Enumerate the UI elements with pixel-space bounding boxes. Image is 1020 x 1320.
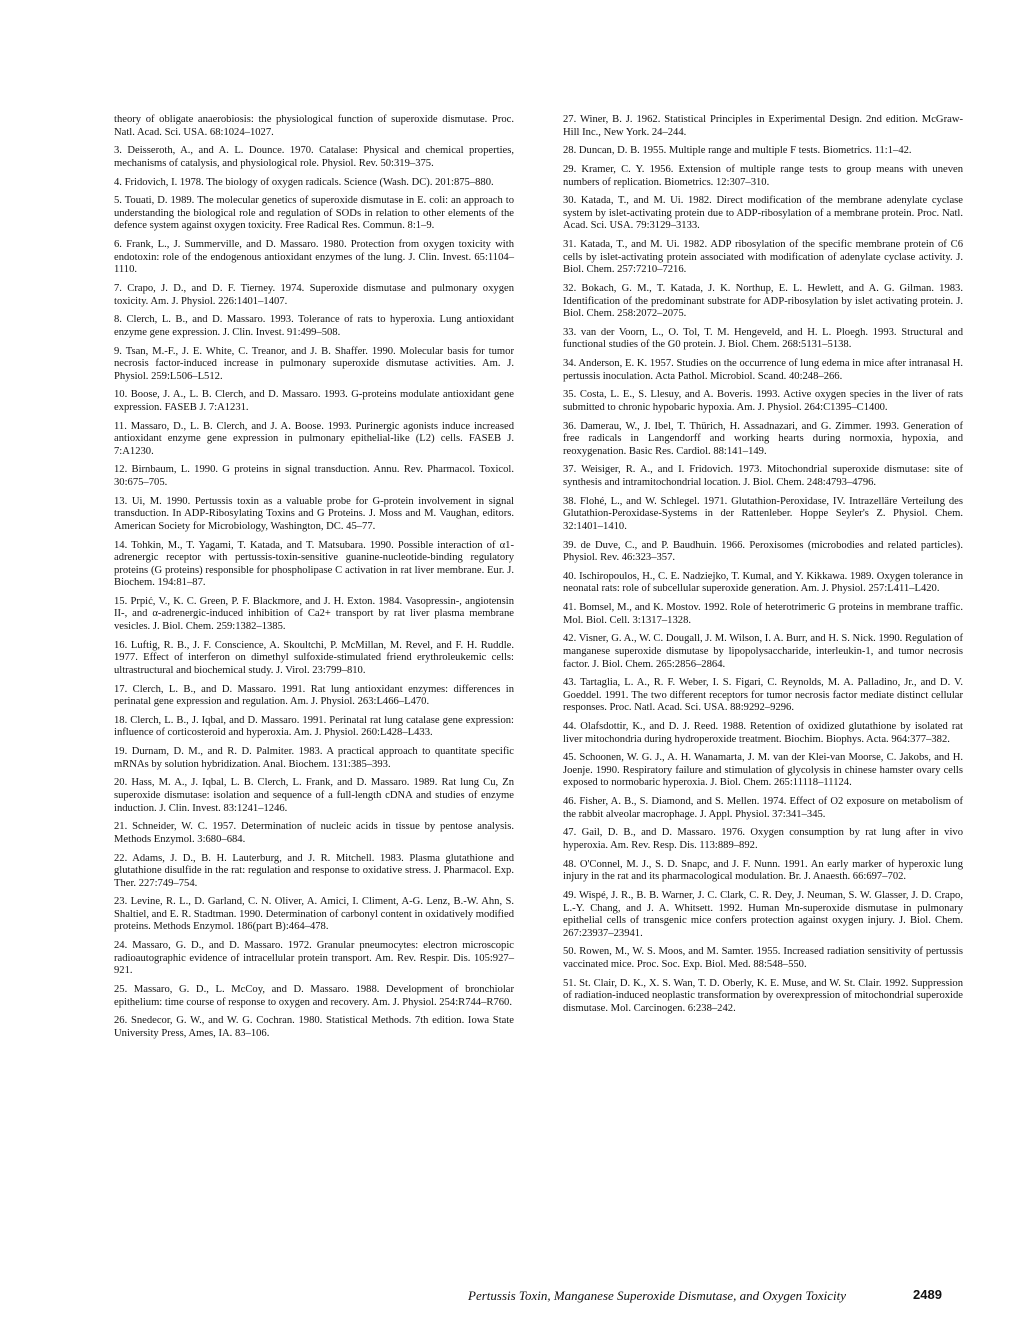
reference-entry: 34. Anderson, E. K. 1957. Studies on the occurrence of lung edema in mice after intranasal H. pertussis inoculation. Acta Pathol. Microbiol. Scand. 40:248–266. [563, 358, 963, 382]
reference-entry: 29. Kramer, C. Y. 1956. Extension of multiple range tests to group means with uneven numbers of replication. Biometrics. 12:307–310. [563, 164, 963, 188]
reference-entry: 24. Massaro, G. D., and D. Massaro. 1972. Granular pneumocytes: electron microscopic radioautographic evidence of intracellular protein transport. Am. Rev. Respir. Dis. 105:927–921. [114, 940, 514, 977]
references-right-column [563, 114, 963, 1022]
reference-entry: 11. Massaro, D., L. B. Clerch, and J. A. Boose. 1993. Purinergic agonists induce increased antioxidant enzyme gene expression in pulmonary epithelial-like (L2) cells. FASEB J. 7:A1230. [114, 420, 514, 457]
reference-entry: 33. van der Voorn, L., O. Tol, T. M. Hengeveld, and H. L. Ploegh. 1993. Structural and functional studies of the G0 protein. J. Biol. Chem. 268:5131–5138. [563, 326, 963, 351]
reference-entry: 5. Touati, D. 1989. The molecular genetics of superoxide dismutase in E. coli: an approach to understanding the biological role and regulation of SODs in relation to other elements of the defence system against oxygen toxicity. Free Radical Res. Commun. 8:1–9. [114, 195, 514, 232]
reference-entry: 8. Clerch, L. B., and D. Massaro. 1993. Tolerance of rats to hyperoxia. Lung antioxidant enzyme gene expression. J. Clin. Invest. 91:499–508. [114, 314, 514, 338]
reference-entry: 31. Katada, T., and M. Ui. 1982. ADP ribosylation of the specific membrane protein of C6 cells by islet-activating protein associated with modification of adenylate cyclase activity. J. Biol. Chem. 257:7210–7216. [563, 239, 963, 276]
reference-entry: 28. Duncan, D. B. 1955. Multiple range and multiple F tests. Biometrics. 11:1–42. [563, 145, 912, 157]
reference-entry: 9. Tsan, M.-F., J. E. White, C. Treanor, and J. B. Shaffer. 1990. Molecular basis for tumor necrosis factor-induced increase in pulmonary superoxide dismutase activities. Am. J. Physiol. 259:L506–L512. [114, 345, 514, 382]
reference-entry: 26. Snedecor, G. W., and W. G. Cochran. 1980. Statistical Methods. 7th edition. Iowa State University Press, Ames, IA. 83–106. [114, 1015, 514, 1039]
page-number: 2489 [913, 1287, 942, 1302]
reference-entry: 46. Fisher, A. B., S. Diamond, and S. Mellen. 1974. Effect of O2 exposure on metabolism of the rabbit alveolar macrophage. J. Appl. Physiol. 37:341–345. [563, 796, 963, 820]
reference-entry: 20. Hass, M. A., J. Iqbal, L. B. Clerch, L. Frank, and D. Massaro. 1989. Rat lung Cu, Zn superoxide dismutase: isolation and sequence of a full-length cDNA and studies of enzyme induction. J. Clin. Invest. 83:1241–1246. [114, 777, 514, 814]
reference-entry: 41. Bomsel, M., and K. Mostov. 1992. Role of heterotrimeric G proteins in membrane traffic. Mol. Biol. Cell. 3:1317–1328. [563, 602, 963, 626]
reference-entry: 43. Tartaglia, L. A., R. F. Weber, I. S. Figari, C. Reynolds, M. A. Palladino, Jr., and D. V. Goeddel. 1991. The two different receptors for tumor necrosis factor mediate distinct cellular responses. Proc. Natl. Acad. Sci. USA. 88:9292–9296. [563, 677, 963, 714]
reference-entry: 36. Damerau, W., J. Ibel, T. Thürich, H. Assadnazari, and G. Zimmer. 1993. Generation of free radicals in Langendorff and working hearts during normoxia, hypoxia, and reoxygenation. Basic Res. Cardiol. 88:141–149. [563, 420, 963, 457]
reference-entry: 22. Adams, J. D., B. H. Lauterburg, and J. R. Mitchell. 1983. Plasma glutathione and glutathione disulfide in the rat: regulation and response to oxidative stress. J. Pharmacol. Exp. Ther. 227:749–754. [114, 852, 514, 889]
reference-entry: 32. Bokach, G. M., T. Katada, J. K. Northup, E. L. Hewlett, and A. G. Gilman. 1983. Identification of the predominant substrate for ADP-ribosylation by islet activating protein. J. Biol. Chem. 258:2072–2075. [563, 282, 963, 320]
reference-entry: 48. O'Connel, M. J., S. D. Snapc, and J. F. Nunn. 1991. An early marker of hyperoxic lung injury in the rat and its pharmacological modulation. Br. J. Anaesth. 66:697–702. [563, 858, 963, 883]
reference-entry: 27. Winer, B. J. 1962. Statistical Principles in Experimental Design. 2nd edition. McGraw-Hill Inc., New York. 24–244. [563, 114, 963, 138]
reference-entry: 37. Weisiger, R. A., and I. Fridovich. 1973. Mitochondrial superoxide dismutase: site of synthesis and intramitochondrial location. J. Biol. Chem. 248:4793–4796. [563, 464, 963, 488]
reference-entry: 19. Durnam, D. M., and R. D. Palmiter. 1983. A practical approach to quantitate specific mRNAs by solution hybridization. Anal. Biochem. 131:385–393. [114, 746, 514, 770]
reference-entry: 21. Schneider, W. C. 1957. Determination of nucleic acids in tissue by pentose analysis. Methods Enzymol. 3:680–684. [114, 821, 514, 845]
reference-entry: 4. Fridovich, I. 1978. The biology of oxygen radicals. Science (Wash. DC). 201:875–880. [114, 176, 494, 188]
reference-entry: 25. Massaro, G. D., L. McCoy, and D. Massaro. 1988. Development of bronchiolar epithelium: time course of response to oxygen and recovery. Am. J. Physiol. 254:R744–R760. [114, 984, 514, 1008]
references-left-column [114, 114, 514, 1047]
reference-entry: 47. Gail, D. B., and D. Massaro. 1976. Oxygen consumption by rat lung after in vivo hyperoxia. Am. Rev. Resp. Dis. 113:889–892. [563, 827, 963, 851]
reference-entry: 17. Clerch, L. B., and D. Massaro. 1991. Rat lung antioxidant enzymes: differences in perinatal gene expression and regulation. Am. J. Physiol. 263:L466–L470. [114, 683, 514, 708]
reference-entry: 30. Katada, T., and M. Ui. 1982. Direct modification of the membrane adenylate cyclase system by islet-activating protein due to ADP-ribosylation of a membrane protein. Proc. Natl. Acad. Sci. USA. 79:3129–3133. [563, 195, 963, 232]
reference-entry: 12. Birnbaum, L. 1990. G proteins in signal transduction. Annu. Rev. Pharmacol. Toxicol. 30:675–705. [114, 464, 514, 488]
reference-entry: 15. Prpić, V., K. C. Green, P. F. Blackmore, and J. H. Exton. 1984. Vasopressin-, angiotensin II-, and α-adrenergic-induced inhibition of Ca2+ transport by rat liver plasma membrane vesicles. J. Biol. Chem. 259:1382–1385. [114, 595, 514, 633]
reference-entry: theory of obligate anaerobiosis: the physiological function of superoxide dismutase. Proc. Natl. Acad. Sci. USA. 68:1024–1027. [114, 114, 514, 138]
reference-entry: 45. Schoonen, W. G. J., A. H. Wanamarta, J. M. van der Klei-van Moorse, C. Jakobs, and H. Joenje. 1990. Respiratory failure and stimulation of glycolysis in chinese hamster ovary cells exposed to normobaric hyperoxia. J. Biol. Chem. 265:11118–11124. [563, 752, 963, 789]
reference-entry: 16. Luftig, R. B., J. F. Conscience, A. Skoultchi, P. McMillan, M. Revel, and F. H. Ruddle. 1977. Effect of interferon on dimethyl sulfoxide-stimulated friend erythroleukemic cells: ultrastructural and biochemical study. J. Virol. 23:799–810. [114, 639, 514, 676]
reference-entry: 18. Clerch, L. B., J. Iqbal, and D. Massaro. 1991. Perinatal rat lung catalase gene expression: influence of corticosteroid and hyperoxia. Am. J. Physiol. 260:L428–L433. [114, 714, 514, 739]
reference-entry: 49. Wispé, J. R., B. B. Warner, J. C. Clark, C. R. Dey, J. Neuman, S. W. Glasser, J. D. Crapo, L.-Y. Chang, and J. A. Whitsett. 1992. Human Mn-superoxide dismutase in pulmonary epithelial cells of transgenic mice confers protection against oxygen injury. J. Biol. Chem. 267:23937–23941. [563, 890, 963, 939]
reference-entry: 3. Deisseroth, A., and A. L. Dounce. 1970. Catalase: Physical and chemical properties, mechanisms of catalysis, and physiological role. Physiol. Rev. 50:319–375. [114, 145, 514, 169]
reference-entry: 40. Ischiropoulos, H., C. E. Nadziejko, T. Kumal, and Y. Kikkawa. 1989. Oxygen tolerance in neonatal rats: role of subcellular superoxide generation. Am. J. Physiol. 257:L411–L420. [563, 570, 963, 595]
reference-entry: 39. de Duve, C., and P. Baudhuin. 1966. Peroxisomes (microbodies and related particles). Physiol. Rev. 46:323–357. [563, 539, 963, 564]
reference-entry: 23. Levine, R. L., D. Garland, C. N. Oliver, A. Amici, I. Climent, A-G. Lenz, B.-W. Ahn, S. Shaltiel, and E. R. Stadtman. 1990. Determination of carbonyl content in oxidatively modified proteins. Methods Enzymol. 186(part B):464–478. [114, 896, 514, 933]
reference-entry: 38. Flohé, L., and W. Schlegel. 1971. Glutathion-Peroxidase, IV. Intrazelläre Verteilung des Glutathion-Peroxidase-Systems in der Rattenleber. Hoppe Seyler's Z. Physiol. Chem. 32:1401–1410. [563, 495, 963, 532]
reference-entry: 35. Costa, L. E., S. Llesuy, and A. Boveris. 1993. Active oxygen species in the liver of rats submitted to chronic hypobaric hypoxia. Am. J. Physiol. 264:C1395–C1400. [563, 389, 963, 413]
reference-entry: 6. Frank, L., J. Summerville, and D. Massaro. 1980. Protection from oxygen toxicity with endotoxin: role of the endogenous antioxidant enzymes of the lung. J. Clin. Invest. 65:1104–1110. [114, 239, 514, 276]
reference-entry: 42. Visner, G. A., W. C. Dougall, J. M. Wilson, I. A. Burr, and H. S. Nick. 1990. Regulation of manganese superoxide dismutase by lipopolysaccharide, interleukin-1, and tumor necrosis factor. J. Biol. Chem. 265:2856–2864. [563, 633, 963, 670]
reference-entry: 10. Boose, J. A., L. B. Clerch, and D. Massaro. 1993. G-proteins modulate antioxidant gene expression. FASEB J. 7:A1231. [114, 389, 514, 413]
reference-entry: 7. Crapo, J. D., and D. F. Tierney. 1974. Superoxide dismutase and pulmonary oxygen toxicity. Am. J. Physiol. 226:1401–1407. [114, 282, 514, 307]
running-title: Pertussis Toxin, Manganese Superoxide Dismutase, and Oxygen Toxicity [468, 1288, 847, 1303]
reference-entry: 50. Rowen, M., W. S. Moos, and M. Samter. 1955. Increased radiation sensitivity of pertussis vaccinated mice. Proc. Soc. Exp. Biol. Med. 88:548–550. [563, 946, 963, 970]
reference-entry: 14. Tohkin, M., T. Yagami, T. Katada, and T. Matsubara. 1990. Possible interaction of α1-adrenergic receptor with pertussis-toxin-sensitive guanine-nucleotide-binding regulatory proteins (G proteins) responsible for phospholipase C activation in rat liver membrane. Eur. J. Biochem. 194:81–87. [114, 539, 514, 589]
reference-entry: 51. St. Clair, D. K., X. S. Wan, T. D. Oberly, K. E. Muse, and W. St. Clair. 1992. Suppression of radiation-induced neoplastic transformation by overexpression of mitochondrial superoxide dismutase. Mol. Carcinogen. 6:238–242. [563, 977, 963, 1014]
reference-entry: 13. Ui, M. 1990. Pertussis toxin as a valuable probe for G-protein involvement in signal transduction. In ADP-Ribosylating Toxins and G Proteins. J. Moss and M. Vaughan, editors. American Society for Microbiology, Washington, DC. 45–77. [114, 495, 514, 532]
reference-entry: 44. Olafsdottir, K., and D. J. Reed. 1988. Retention of oxidized glutathione by isolated rat liver mitochondria during hydroperoxide treatment. Biochim. Biophys. Acta. 964:377–382. [563, 721, 963, 745]
